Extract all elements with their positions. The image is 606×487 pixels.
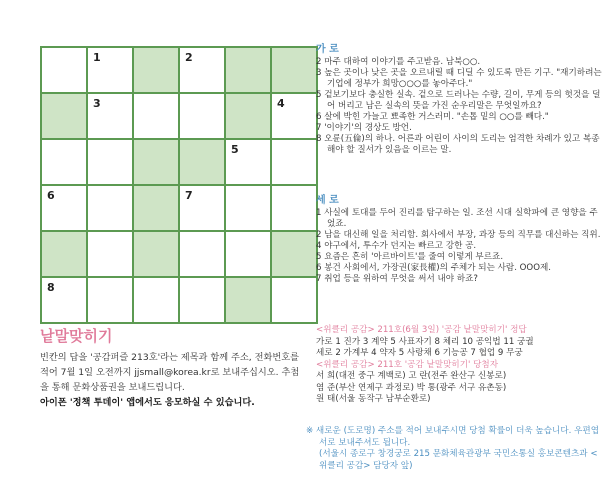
across-clue: 3 높은 곳이나 낮은 곳을 오르내릴 때 디딜 수 있도록 만든 기구. "재기하려는 기업에 정부가 희망○○○를 놓아주다." [316,68,602,89]
down-clue: 7 취업 등을 위하여 무엇을 써서 내야 하죠? [316,274,478,284]
answer-cell[interactable] [272,140,316,184]
answers-across: 가로 1 진가 3 계약 5 사표자기 8 체리 10 공익법 11 궁궐 [316,336,534,347]
answer-cell[interactable] [88,278,132,322]
answer-cell[interactable] [180,186,224,230]
down-clue: 2 남을 대신해 일을 처리함. 회사에서 부장, 과장 등의 직무를 대신하는 직위. [316,230,601,240]
answer-cell[interactable] [180,94,224,138]
answer-cell[interactable] [180,278,224,322]
instructions [40,350,302,410]
previous-answers [316,325,604,406]
notice-address: (서울시 종로구 창경궁로 215 문화체육관광부 국민소통실 홍보콘텐츠과 <위클리 공감> 담당자 앞) [319,449,598,471]
answer-cell[interactable] [272,278,316,322]
winner-line: 서 희(대전 중구 계백로) 고 란(전주 완산구 신봉로) [316,371,507,381]
crossword-grid [40,46,318,324]
across-clue: 2 마주 대하여 이야기를 주고받음. 남북○○. [316,57,481,67]
down-heading: 세 로 [316,195,339,206]
shaded-cell [134,232,178,276]
clue-number: 1 [93,51,101,64]
shaded-cell [226,48,270,92]
down-clues [316,195,602,285]
answer-cell[interactable] [88,48,132,92]
clue-number: 7 [185,189,193,202]
clue-number: 5 [231,143,239,156]
answer-cell[interactable] [134,278,178,322]
app-notice: 아이폰 '정책 투데이' 앱에서도 응모하실 수 있습니다. [40,397,255,408]
down-clue: 6 봉건 사회에서, 가장권(家長權)의 주체가 되는 사람. OOO제. [316,263,551,273]
across-clue: 8 오륜(五倫)의 하나. 어른과 어린이 사이의 도리는 엄격한 차례가 있고 복종해야 할 질서가 있음을 이르는 말. [316,134,600,155]
down-clue: 1 사실에 토대를 두어 진리를 탐구하는 일. 조선 시대 실학파에 큰 영향을 주었죠. [316,208,598,229]
winners-heading: <위클리 공감> 211호 '공감 낱말맞히기' 당첨자 [316,359,499,370]
notice-text: ※ 새로운 (도로명) 주소를 적어 보내주시면 당첨 확률이 더욱 높습니다. 우편엽서로 보내주셔도 됩니다. [306,426,600,448]
winner-line: 원 태(서울 동작구 남부순환로) [316,394,431,404]
shaded-cell [134,48,178,92]
answer-cell[interactable] [42,140,86,184]
answer-cell[interactable] [272,186,316,230]
answer-cell[interactable] [88,140,132,184]
answer-cell[interactable] [42,186,86,230]
answers-heading: <위클리 공감> 211호(6월 3일) '공감 낱말맞히기' 정답 [316,325,527,335]
answer-cell[interactable] [88,94,132,138]
answer-cell[interactable] [42,48,86,92]
across-clue: 7 '이야기'의 경상도 방언. [316,123,412,133]
answer-cell[interactable] [226,140,270,184]
clue-number: 4 [277,97,285,110]
shaded-cell [180,140,224,184]
instructions-text: 빈칸의 답을 '공감퍼즐 213호'라는 제목과 함께 주소, 전화번호를 적어 7월 1일 오전까지 jjsmall@korea.kr로 보내주십시오. 추첨을 통해 문화상품권을 보내드립니다. [40,352,300,393]
clue-number: 8 [47,281,55,294]
shaded-cell [226,278,270,322]
across-clue: 6 살에 박힌 가늘고 뾰족한 거스러미. "손톱 밑의 ○○를 빼다." [316,112,549,122]
clue-number: 3 [93,97,101,110]
answer-cell[interactable] [180,232,224,276]
down-clue: 5 요즘은 흔히 '아르바이트'를 줄여 이렇게 부르죠. [316,252,504,262]
winner-line: 염 준(부산 연제구 과정로) 박 통(광주 서구 유촌동) [316,382,507,393]
down-clue: 4 야구에서, 투수가 던지는 빠르고 강한 공. [316,241,477,251]
address-notice [306,426,602,472]
shaded-cell [134,186,178,230]
answer-cell[interactable] [134,94,178,138]
answer-cell[interactable] [88,186,132,230]
shaded-cell [226,94,270,138]
across-clue: 5 겉보기보다 충실한 실속. 겉으로 드러나는 수량, 길이, 무게 등의 헛것을 덜어 버리고 남은 실속의 뜻을 가진 순우리말은 무엇일까요? [316,90,601,111]
answer-cell[interactable] [226,232,270,276]
shaded-cell [134,140,178,184]
shaded-cell [42,94,86,138]
answer-cell[interactable] [272,94,316,138]
shaded-cell [272,232,316,276]
puzzle-title: 낱말맞히기 [40,327,113,345]
answer-cell[interactable] [226,186,270,230]
answer-cell[interactable] [88,232,132,276]
shaded-cell [42,232,86,276]
clue-number: 2 [185,51,193,64]
clue-number: 6 [47,189,55,202]
answer-cell[interactable] [180,48,224,92]
answers-down: 세로 2 가계부 4 약자 5 사랑채 6 기능공 7 협업 9 무궁 [316,348,523,358]
across-clues [316,44,602,156]
shaded-cell [272,48,316,92]
answer-cell[interactable] [42,278,86,322]
across-heading: 가 로 [316,44,339,55]
